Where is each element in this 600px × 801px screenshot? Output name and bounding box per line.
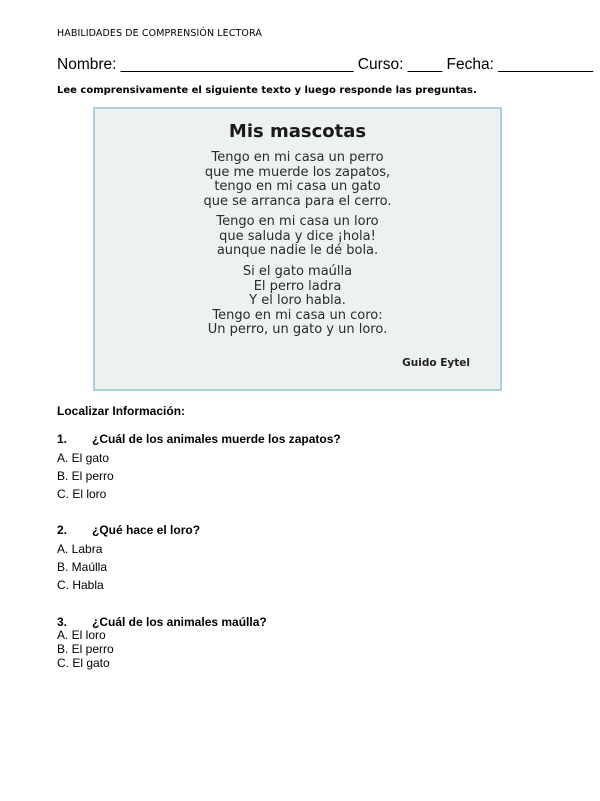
poem-stanza-3 (95, 265, 500, 338)
poem-line: Tengo en mi casa un loro (216, 214, 379, 229)
answer-option: A. El gato (57, 451, 110, 465)
poem-line: aunque nadie le dé bola. (216, 243, 379, 258)
poem-line: que saluda y dice ¡hola! (219, 228, 376, 244)
poem-line: que me muerde los zapatos, (204, 164, 391, 180)
answer-option: C. Habla (57, 578, 104, 592)
document-header: HABILIDADES DE COMPRENSIÓN LECTORA (57, 28, 262, 39)
question-number: 2. (57, 523, 68, 537)
poem-image (93, 107, 502, 391)
question-number: 1. (57, 432, 68, 446)
instructions: Lee comprensivamente el siguiente texto y luego responde las preguntas. (57, 85, 477, 96)
poem-line: Y el loro habla. (249, 293, 346, 308)
student-info-line: Nombre: ___________________________ Curso: ____ Fecha: ___________ (57, 56, 594, 73)
question-number: 3. (57, 615, 68, 629)
answer-option: C. El gato (57, 656, 110, 670)
answer-option: A. El loro (57, 628, 106, 642)
answer-option: B. El perro (57, 642, 114, 656)
answer-option: B. El perro (57, 469, 114, 483)
section-title: Localizar Información: (57, 404, 186, 418)
answer-option: A. Labra (57, 542, 103, 556)
poem-line: Tengo en mi casa un coro: (212, 307, 383, 323)
question-text: ¿Qué hace el loro? (92, 523, 201, 537)
poem-line: El perro ladra (253, 278, 342, 294)
poem-stanza-1 (95, 151, 500, 209)
poem-line: Si el gato maúlla (242, 264, 353, 279)
answer-option: B. Maúlla (57, 560, 108, 574)
poem-line: tengo en mi casa un gato (214, 179, 381, 194)
question-text: ¿Cuál de los animales muerde los zapatos? (92, 432, 341, 446)
poem-stanza-2 (95, 215, 500, 259)
answer-option: C. El loro (57, 487, 107, 501)
poem-title: Mis mascotas (228, 121, 367, 142)
question-text: ¿Cuál de los animales maúlla? (92, 615, 267, 629)
poem-line: Tengo en mi casa un perro (211, 150, 384, 165)
poem-line: Un perro, un gato y un loro. (207, 322, 388, 337)
poem-line: que se arranca para el cerro. (203, 193, 392, 209)
poem-author: Guido Eytel (402, 357, 470, 369)
